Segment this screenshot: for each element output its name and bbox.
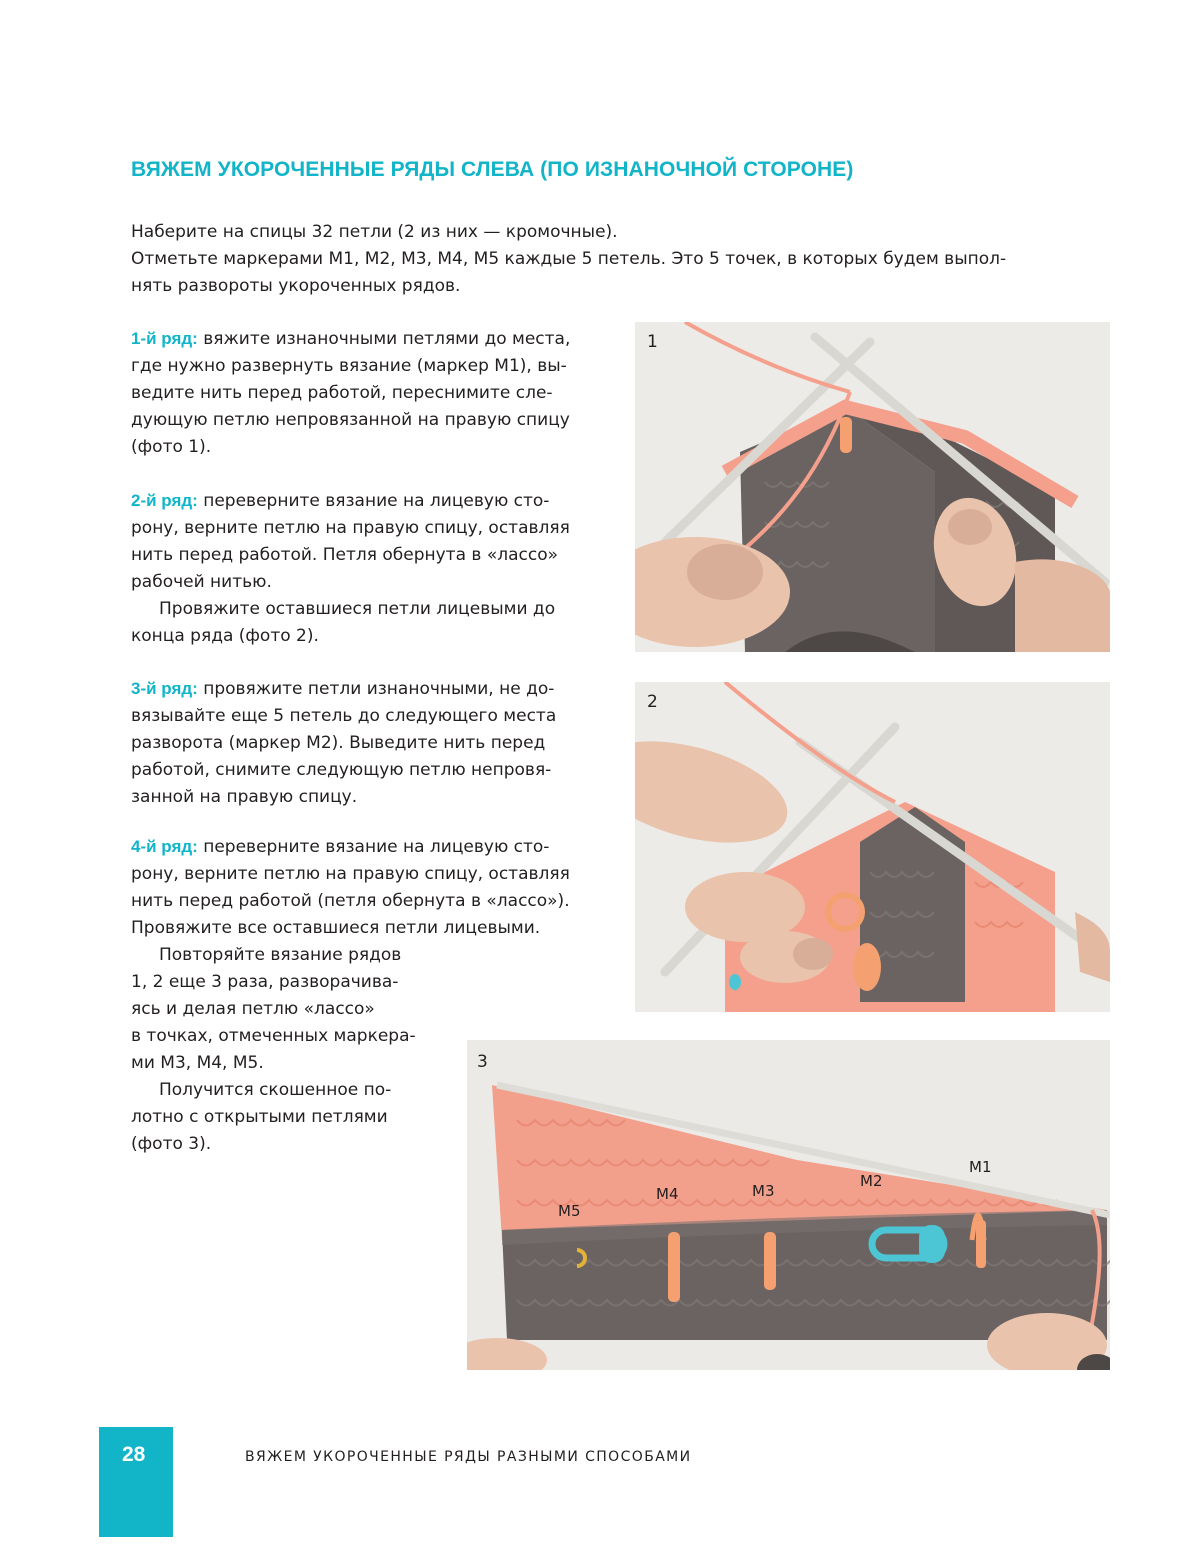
step-text: занной на правую спицу. [131,787,358,807]
intro-line: Отметьте маркерами М1, М2, М3, М4, М5 каждые 5 петель. Это 5 точек, в которых будем выпол- [131,249,1007,269]
step-row-1 [131,325,611,461]
photo-1 [635,322,1110,652]
step-text: переверните вязание на лицевую сто- [197,491,550,511]
step-text: где нужно развернуть вязание (маркер М1), вы- [131,356,567,376]
section-heading: ВЯЖЕМ УКОРОЧЕННЫЕ РЯДЫ СЛЕВА (ПО ИЗНАНОЧНОЙ СТОРОНЕ) [131,158,854,181]
step-text: ведите нить перед работой, переснимите сле- [131,383,553,403]
photo-number: 1 [647,332,658,352]
step-text: нить перед работой (петля обернута в «лассо»). [131,891,570,911]
intro-text [131,219,1111,300]
marker-label-m4: M4 [656,1185,679,1203]
step-text: нить перед работой. Петля обернута в «лассо» [131,545,559,565]
step-text: ясь и делая петлю «лассо» [131,999,375,1019]
marker-label-m2: M2 [860,1172,883,1190]
running-title: ВЯЖЕМ УКОРОЧЕННЫЕ РЯДЫ РАЗНЫМИ СПОСОБАМИ [245,1449,692,1465]
step-text: переверните вязание на лицевую сто- [197,837,550,857]
step-label: 1-й ряд: [131,329,198,348]
photo-2 [635,682,1110,1012]
photo-number: 3 [477,1052,488,1072]
intro-line: Наберите на спицы 32 петли (2 из них — кромочные). [131,222,618,242]
knitting-photo-2-illustration [635,682,1110,1012]
photo-number: 2 [647,692,658,712]
step-text: (фото 1). [131,437,212,457]
knitting-photo-1-illustration [635,322,1110,652]
step-text: (фото 3). [131,1134,212,1154]
step-text: рону, верните петлю на правую спицу, оставляя [131,864,570,884]
step-label: 4-й ряд: [131,837,198,856]
step-text: ми М3, М4, М5. [131,1053,264,1073]
step-text: конца ряда (фото 2). [131,626,319,646]
step-row-3 [131,675,611,811]
step-text: Провяжите все оставшиеся петли лицевыми. [131,918,541,938]
step-text: разворота (маркер М2). Выведите нить перед [131,733,546,753]
marker-label-m5: M5 [558,1202,581,1220]
step-label: 2-й ряд: [131,491,198,510]
step-text: вяжите изнаночными петлями до места, [197,329,571,349]
photo-3 [467,1040,1110,1370]
intro-line: нять развороты укороченных рядов. [131,276,461,296]
step-text: 1, 2 еще 3 раза, разворачива- [131,972,399,992]
marker-label-m3: M3 [752,1182,775,1200]
step-text: провяжите петли изнаночными, не до- [197,679,555,699]
step-text: рону, верните петлю на правую спицу, оставляя [131,518,570,538]
step-text: лотно с открытыми петлями [131,1107,388,1127]
step-text: дующую петлю непровязанной на правую спицу [131,410,570,430]
step-text: в точках, отмеченных маркера- [131,1026,416,1046]
step-text: работой, снимите следующую петлю непровя- [131,760,552,780]
step-text: Провяжите оставшиеся петли лицевыми до [159,599,556,619]
step-text: Получится скошенное по- [159,1080,392,1100]
page-number: 28 [122,1443,146,1466]
marker-label-m1: M1 [969,1158,992,1176]
step-text: вязывайте еще 5 петель до следующего места [131,706,557,726]
step-text: рабочей нитью. [131,572,272,592]
step-text: Повторяйте вязание рядов [159,945,402,965]
step-label: 3-й ряд: [131,679,198,698]
step-row-2 [131,487,611,650]
